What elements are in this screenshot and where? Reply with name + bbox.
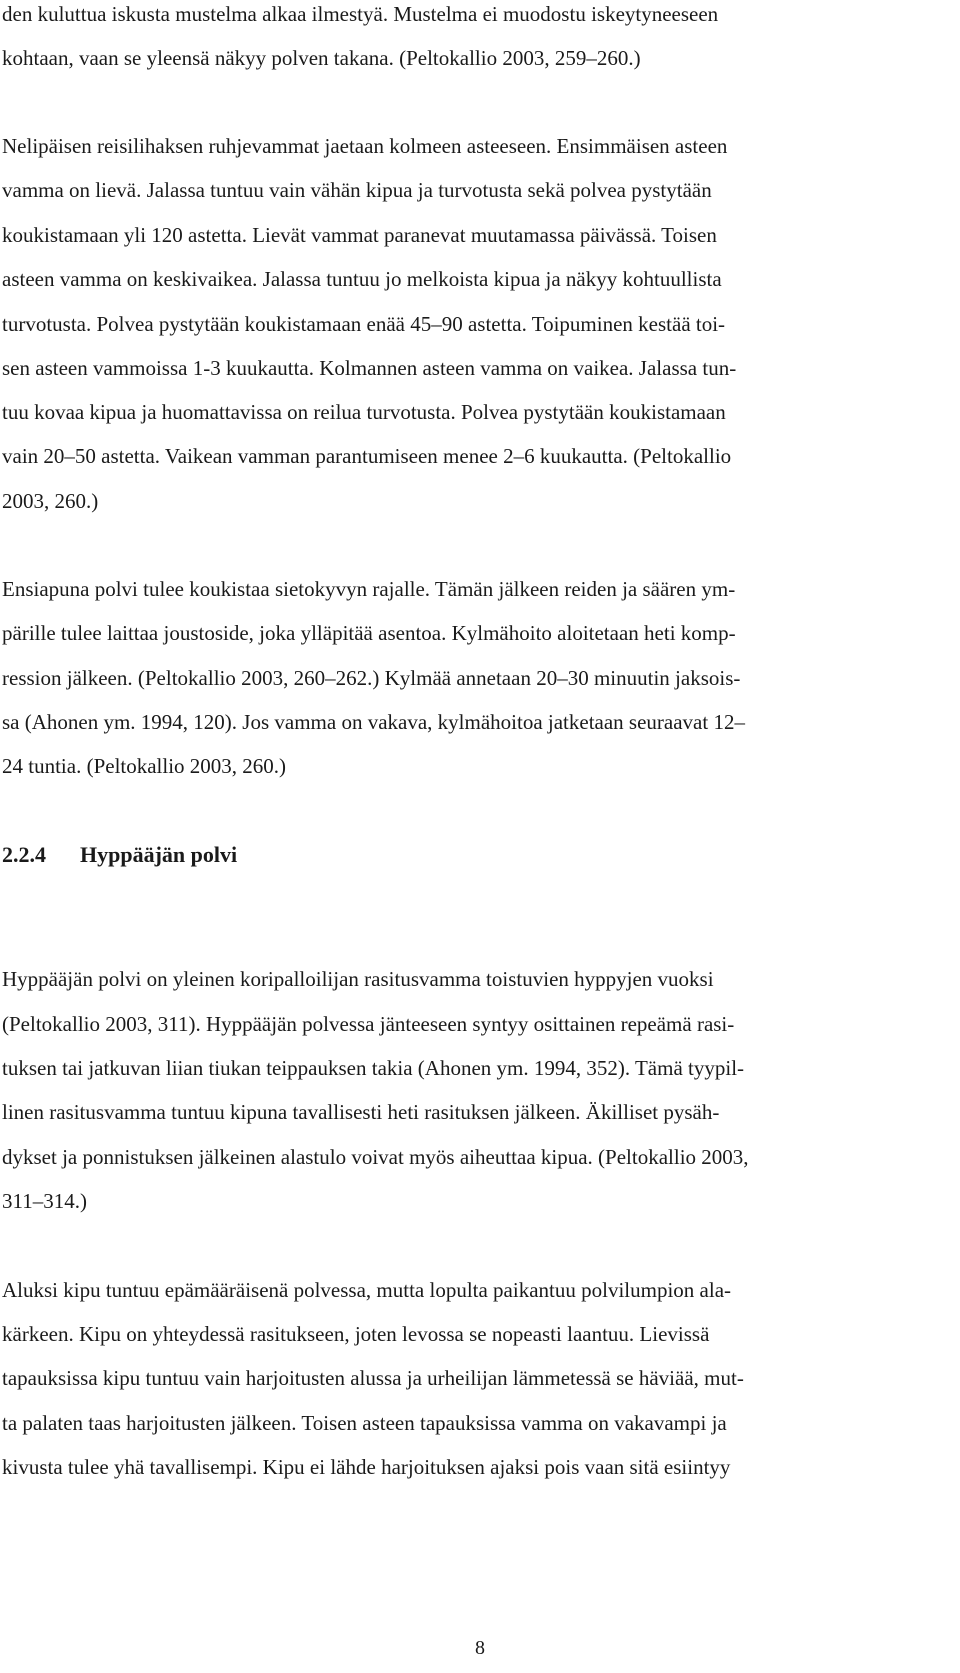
text-line: ression jälkeen. (Peltokallio 2003, 260–262.) Kylmää annetaan 20–30 minuutin jaksois- bbox=[2, 666, 741, 690]
text-line: tuu kovaa kipua ja huomattavissa on reilua turvotusta. Polvea pystytään koukistamaan bbox=[2, 400, 726, 424]
text-line: dykset ja ponnistuksen jälkeinen alastulo voivat myös aiheuttaa kipua. (Peltokallio 2003, bbox=[2, 1145, 749, 1169]
text-line: kohtaan, vaan se yleensä näkyy polven takana. (Peltokallio 2003, 259–260.) bbox=[2, 46, 641, 70]
text-line: koukistamaan yli 120 astetta. Lievät vammat paranevat muutamassa päivässä. Toisen bbox=[2, 223, 717, 247]
page-number: 8 bbox=[475, 1637, 485, 1659]
text-line: Hyppääjän polvi on yleinen koripalloilijan rasitusvamma toistuvien hyppyjen vuoksi bbox=[2, 967, 714, 991]
text-line: kärkeen. Kipu on yhteydessä rasitukseen, joten levossa se nopeasti laantuu. Lievissä bbox=[2, 1322, 710, 1346]
text-line: 311–314.) bbox=[2, 1189, 87, 1213]
text-line: vain 20–50 astetta. Vaikean vamman parantumiseen menee 2–6 kuukautta. (Peltokallio bbox=[2, 444, 732, 468]
text-line: vamma on lievä. Jalassa tuntuu vain vähän kipua ja turvotusta sekä polvea pystytään bbox=[2, 178, 712, 202]
text-line: (Peltokallio 2003, 311). Hyppääjän polvessa jänteeseen syntyy osittainen repeämä rasi- bbox=[2, 1012, 735, 1036]
text-line: Nelipäisen reisilihaksen ruhjevammat jaetaan kolmeen asteeseen. Ensimmäisen asteen bbox=[2, 134, 728, 158]
text-line: asteen vamma on keskivaikea. Jalassa tuntuu jo melkoista kipua ja näkyy kohtuullista bbox=[2, 267, 722, 291]
text-line: Ensiapuna polvi tulee koukistaa sietokyvyn rajalle. Tämän jälkeen reiden ja säären ym- bbox=[2, 577, 736, 601]
text-line: ta palaten taas harjoitusten jälkeen. Toisen asteen tapauksissa vamma on vakavampi ja bbox=[2, 1411, 727, 1435]
text-line: kivusta tulee yhä tavallisempi. Kipu ei lähde harjoituksen ajaksi pois vaan sitä esiintyy bbox=[2, 1455, 731, 1479]
text-line: tuksen tai jatkuvan liian tiukan teippauksen takia (Ahonen ym. 1994, 352). Tämä tyypil- bbox=[2, 1056, 745, 1080]
text-line: 24 tuntia. (Peltokallio 2003, 260.) bbox=[2, 754, 287, 778]
text-line: sa (Ahonen ym. 1994, 120). Jos vamma on vakava, kylmähoitoa jatketaan seuraavat 12– bbox=[2, 710, 745, 734]
section-heading bbox=[2, 842, 237, 868]
text-line: den kuluttua iskusta mustelma alkaa ilmestyä. Mustelma ei muodostu iskeytyneeseen bbox=[2, 2, 719, 26]
text-line: 2003, 260.) bbox=[2, 489, 99, 513]
text-line: tapauksissa kipu tuntuu vain harjoitusten alussa ja urheilijan lämmetessä se häviää, mut- bbox=[2, 1366, 744, 1390]
section-number: 2.2.4 bbox=[2, 842, 46, 867]
text-line: linen rasitusvamma tuntuu kipuna tavallisesti heti rasituksen jälkeen. Äkilliset pysäh- bbox=[2, 1100, 720, 1124]
text-line: sen asteen vammoissa 1-3 kuukautta. Kolmannen asteen vamma on vaikea. Jalassa tun- bbox=[2, 356, 737, 380]
text-line: pärille tulee laittaa joustoside, joka ylläpitää asentoa. Kylmähoito aloitetaan heti komp- bbox=[2, 621, 736, 645]
text-line: turvotusta. Polvea pystytään koukistamaan enää 45–90 astetta. Toipuminen kestää toi- bbox=[2, 312, 726, 336]
section-title: Hyppääjän polvi bbox=[80, 842, 238, 867]
text-line: Aluksi kipu tuntuu epämääräisenä polvessa, mutta lopulta paikantuu polvilumpion ala- bbox=[2, 1278, 732, 1302]
